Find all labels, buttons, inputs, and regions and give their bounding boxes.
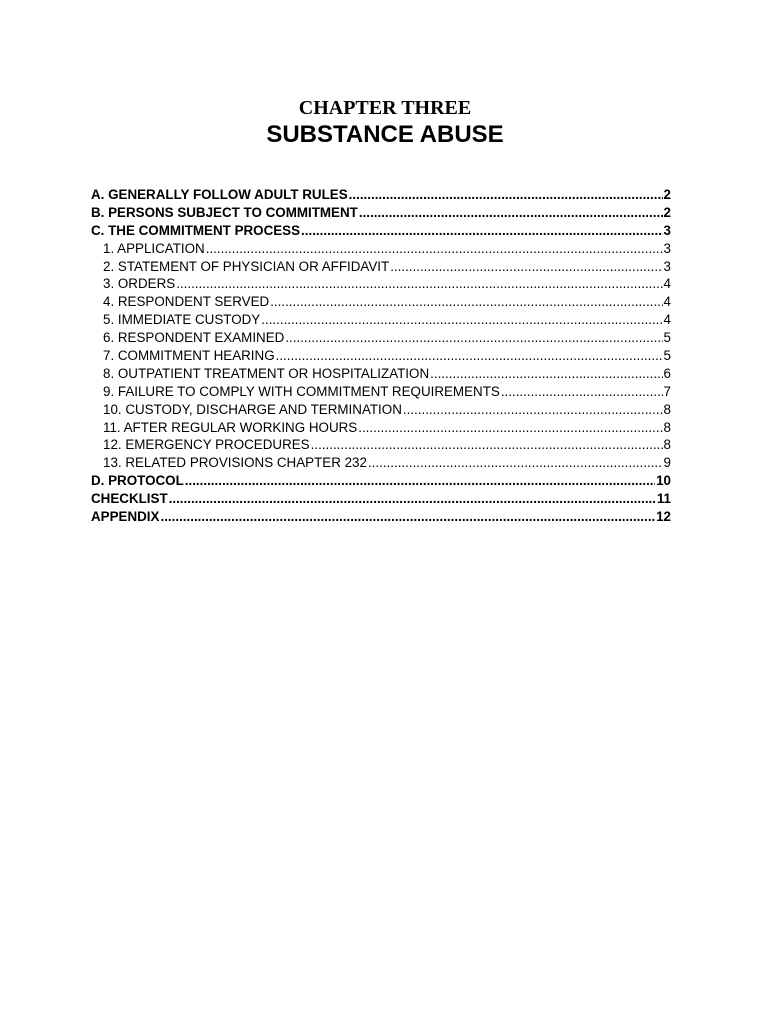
toc-entry-label: 7. COMMITMENT HEARING: [103, 348, 275, 364]
dot-leader: [270, 293, 662, 311]
toc-entry-label: C. THE COMMITMENT PROCESS: [91, 222, 301, 238]
dot-leader: [390, 258, 662, 276]
dot-leader: [176, 275, 662, 293]
toc-entry-respondent-examined[interactable]: [91, 329, 671, 347]
toc-entry-label: 5. IMMEDIATE CUSTODY: [103, 312, 261, 328]
toc-entry-after-regular-working-hours[interactable]: [91, 419, 671, 437]
toc-entry-label: 13. RELATED PROVISIONS CHAPTER 232: [103, 455, 367, 471]
toc-entry-respondent-served[interactable]: [91, 293, 671, 311]
toc-entry-page: 8: [663, 401, 671, 417]
toc-entry-immediate-custody[interactable]: [91, 311, 671, 329]
toc-entry-page: 6: [663, 365, 671, 381]
toc-entry-label: D. PROTOCOL: [91, 473, 184, 489]
toc-entry-label: 2. STATEMENT OF PHYSICIAN OR AFFIDAVIT: [103, 258, 390, 274]
toc-entry-commitment-hearing[interactable]: [91, 347, 671, 365]
toc-entry-label: CHECKLIST: [91, 491, 168, 507]
dot-leader: [261, 311, 662, 329]
dot-leader: [285, 329, 662, 347]
dot-leader: [359, 204, 663, 222]
toc-entry-page: 3: [663, 258, 671, 274]
dot-leader: [301, 222, 663, 240]
toc-entry-page: 11: [656, 491, 671, 507]
toc-entry-checklist[interactable]: [91, 490, 671, 508]
toc-entry-page: 12: [656, 509, 671, 525]
dot-leader: [501, 383, 663, 401]
toc-entry-protocol[interactable]: [91, 472, 671, 490]
toc-entry-label: 8. OUTPATIENT TREATMENT OR HOSPITALIZATION: [103, 365, 430, 381]
toc-entry-label: 1. APPLICATION: [103, 240, 205, 256]
dot-leader: [169, 490, 656, 508]
toc-entry-page: 4: [663, 294, 671, 310]
toc-entry-label: 9. FAILURE TO COMPLY WITH COMMITMENT REQUIREMENTS: [103, 383, 500, 399]
toc-entry-page: 8: [663, 437, 671, 453]
dot-leader: [276, 347, 663, 365]
toc-entry-failure-to-comply[interactable]: [91, 383, 671, 401]
dot-leader: [206, 240, 663, 258]
toc-entry-statement-of-physician[interactable]: [91, 258, 671, 276]
dot-leader: [311, 436, 663, 454]
toc-entry-label: 11. AFTER REGULAR WORKING HOURS: [103, 419, 358, 435]
toc-entry-label: 3. ORDERS: [103, 276, 176, 292]
toc-entry-page: 9: [663, 455, 671, 471]
toc-entry-orders[interactable]: [91, 275, 671, 293]
toc-entry-label: B. PERSONS SUBJECT TO COMMITMENT: [91, 204, 358, 220]
toc-entry-appendix[interactable]: [91, 508, 671, 526]
toc-entry-page: 7: [663, 383, 671, 399]
toc-entry-persons-subject-to-commitment[interactable]: [91, 204, 671, 222]
toc-entry-page: 10: [656, 473, 671, 489]
toc-entry-page: 2: [663, 204, 671, 220]
toc-entry-page: 3: [663, 240, 671, 256]
toc-entry-page: 8: [663, 419, 671, 435]
toc-entry-label: 10. CUSTODY, DISCHARGE AND TERMINATION: [103, 401, 402, 417]
toc-entry-page: 3: [663, 222, 671, 238]
toc-entry-page: 2: [663, 187, 671, 202]
toc-entry-outpatient-treatment[interactable]: [91, 365, 671, 383]
toc-entry-page: 4: [663, 276, 671, 292]
toc-entry-label: 4. RESPONDENT SERVED: [103, 294, 270, 310]
dot-leader: [185, 472, 655, 490]
dot-leader: [403, 401, 663, 419]
toc-entry-page: 4: [663, 312, 671, 328]
toc-entry-label: A. GENERALLY FOLLOW ADULT RULES: [91, 187, 348, 202]
toc-entry-emergency-procedures[interactable]: [91, 436, 671, 454]
toc-entry-the-commitment-process[interactable]: [91, 222, 671, 240]
toc-entry-label: 6. RESPONDENT EXAMINED: [103, 330, 285, 346]
dot-leader: [358, 419, 662, 437]
toc-entry-page: 5: [663, 330, 671, 346]
dot-leader: [430, 365, 662, 383]
toc-entry-application[interactable]: [91, 240, 671, 258]
toc-entry-label: APPENDIX: [91, 509, 160, 525]
toc-entry-page: 5: [663, 348, 671, 364]
dot-leader: [160, 508, 655, 526]
dot-leader: [368, 454, 663, 472]
toc-entry-related-provisions[interactable]: [91, 454, 671, 472]
toc-entry-generally-follow-adult-rules[interactable]: [91, 186, 671, 204]
chapter-heading: CHAPTER THREE: [298, 97, 472, 119]
toc-entry-label: 12. EMERGENCY PROCEDURES: [103, 437, 310, 453]
chapter-title: SUBSTANCE ABUSE: [266, 121, 504, 148]
toc-entry-custody-discharge-termination[interactable]: [91, 401, 671, 419]
dot-leader: [349, 186, 663, 204]
table-of-contents: [91, 186, 671, 526]
